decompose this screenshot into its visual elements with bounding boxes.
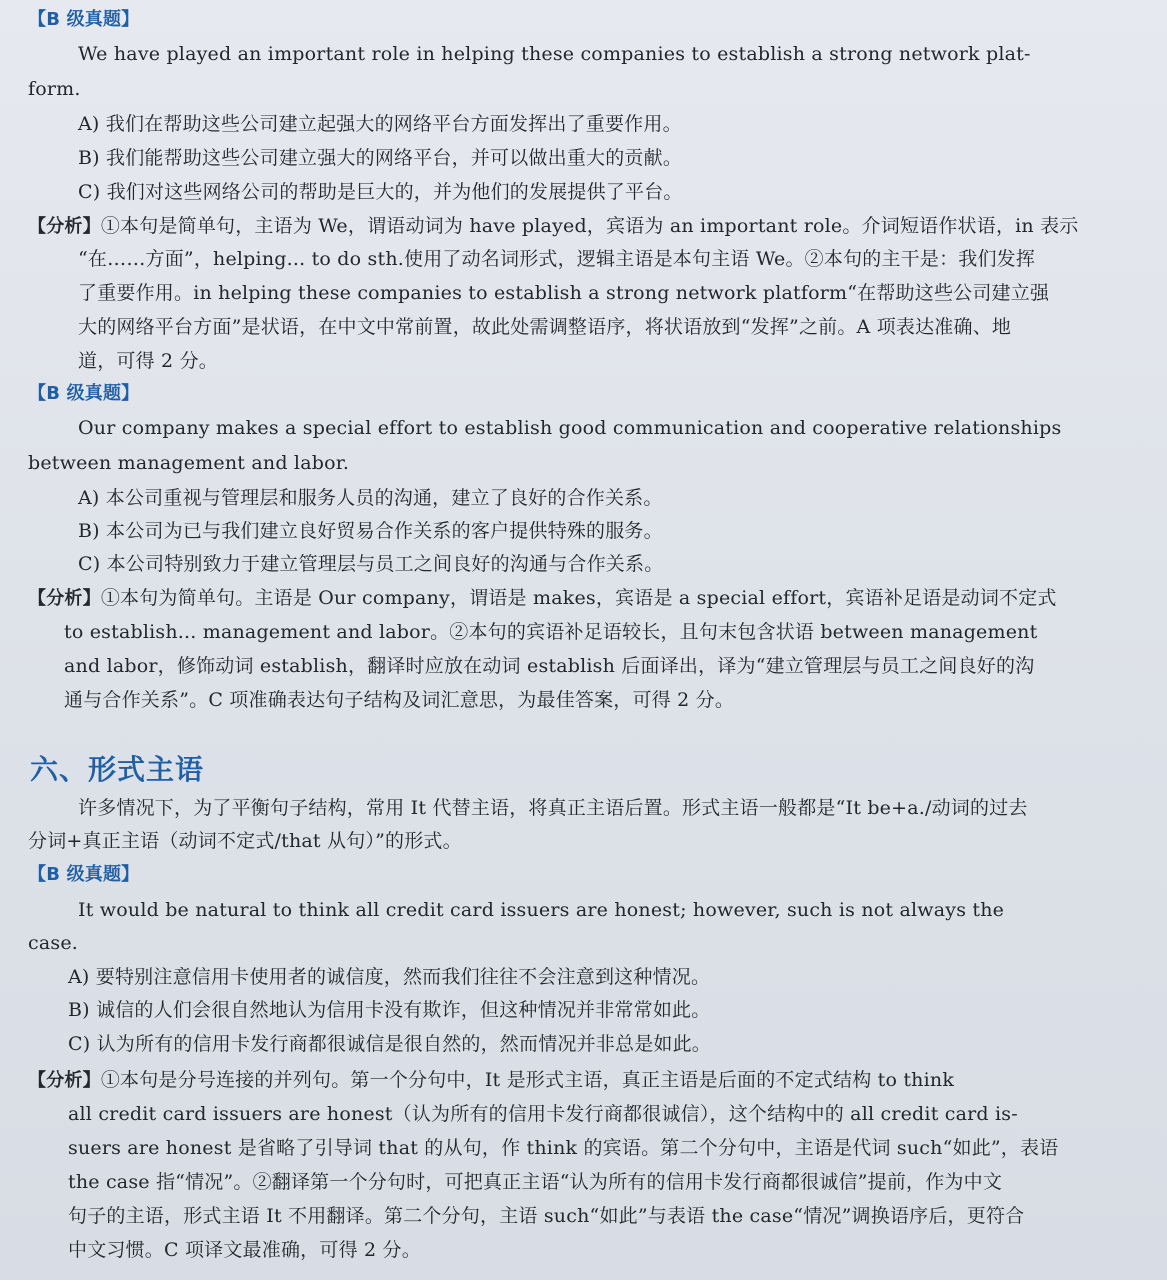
analysis-line xyxy=(28,584,1057,613)
english-sentence-line: We have played an important role in helping these companies to establish a strong network plat- xyxy=(78,43,1031,65)
analysis-line: 大的网络平台方面”是状语，在中文中常前置，故此处需调整语序，将状语放到“发挥”之前。A 项表达准确、地 xyxy=(78,316,1012,338)
english-sentence-line: between management and labor. xyxy=(28,452,350,474)
analysis-line: 通与合作关系”。C 项准确表达句子结构及词汇意思，为最佳答案，可得 2 分。 xyxy=(64,689,735,711)
section-heading: 六、形式主语 xyxy=(30,753,205,786)
analysis-tag: 【分析】 xyxy=(28,216,101,237)
analysis-line: the case 指“情况”。②翻译第一个分句时，可把真正主语“认为所有的信用卡发行商都很诚信”提前，作为中文 xyxy=(68,1171,1003,1193)
exam-tag: 【B 级真题】 xyxy=(28,9,140,30)
analysis-line xyxy=(28,1066,954,1095)
analysis-tag: 【分析】 xyxy=(28,1070,101,1091)
analysis-line: all credit card issuers are honest（认为所有的信用卡发行商都很诚信），这个结构中的 all credit card is- xyxy=(68,1103,1018,1125)
section-intro-line: 分词+真正主语（动词不定式/that 从句）”的形式。 xyxy=(28,830,462,852)
english-sentence-line: Our company makes a special effort to establish good communication and cooperative relationships xyxy=(78,417,1062,439)
option-a: A) 要特别注意信用卡使用者的诚信度，然而我们往往不会注意到这种情况。 xyxy=(68,966,711,988)
option-a: A) 我们在帮助这些公司建立起强大的网络平台方面发挥出了重要作用。 xyxy=(78,113,682,135)
analysis-line: “在……方面”，helping... to do sth.使用了动名词形式，逻辑主语是本句主语 We。②本句的主干是：我们发挥 xyxy=(78,248,1036,270)
analysis-line: to establish... management and labor。②本句的宾语补足语较长，且句末包含状语 between management xyxy=(64,621,1038,643)
analysis-line: 道，可得 2 分。 xyxy=(78,350,218,372)
option-b: B) 我们能帮助这些公司建立强大的网络平台，并可以做出重大的贡献。 xyxy=(78,147,683,169)
option-b: B) 本公司为已与我们建立良好贸易合作关系的客户提供特殊的服务。 xyxy=(78,520,663,542)
textbook-page xyxy=(28,0,1123,1280)
option-b: B) 诚信的人们会很自然地认为信用卡没有欺诈，但这种情况并非常常如此。 xyxy=(68,999,711,1021)
option-c: C) 我们对这些网络公司的帮助是巨大的，并为他们的发展提供了平台。 xyxy=(78,181,683,203)
analysis-text: ①本句为简单句。主语是 Our company，谓语是 makes，宾语是 a special effort，宾语补足语是动词不定式 xyxy=(100,587,1057,609)
analysis-line: 了重要作用。in helping these companies to establish a strong network platform“在帮助这些公司建立强 xyxy=(78,282,1050,304)
exam-tag: 【B 级真题】 xyxy=(28,383,140,404)
analysis-line: and labor，修饰动词 establish，翻译时应放在动词 establish 后面译出，译为“建立管理层与员工之间良好的沟 xyxy=(64,655,1035,677)
analysis-line: suers are honest 是省略了引导词 that 的从句，作 think 的宾语。第二个分句中，主语是代词 such“如此”，表语 xyxy=(68,1137,1059,1159)
english-sentence-line: form. xyxy=(28,78,81,100)
analysis-text: ①本句是简单句，主语为 We，谓语动词为 have played，宾语为 an important role。介词短语作状语，in 表示 xyxy=(100,215,1079,237)
section-intro-line: 许多情况下，为了平衡句子结构，常用 It 代替主语，将真正主语后置。形式主语一般都是“It be+a./动词的过去 xyxy=(78,797,1028,819)
exam-tag: 【B 级真题】 xyxy=(28,864,140,885)
analysis-line: 中文习惯。C 项译文最准确，可得 2 分。 xyxy=(68,1239,421,1261)
option-c: C) 本公司特别致力于建立管理层与员工之间良好的沟通与合作关系。 xyxy=(78,553,664,575)
english-sentence-line: case. xyxy=(28,932,79,954)
english-sentence-line: It would be natural to think all credit card issuers are honest; however, such is not always the xyxy=(78,899,1005,921)
analysis-text: ①本句是分号连接的并列句。第一个分句中，It 是形式主语，真正主语是后面的不定式结构 to think xyxy=(100,1069,955,1091)
analysis-tag: 【分析】 xyxy=(28,588,101,609)
option-c: C) 认为所有的信用卡发行商都很诚信是很自然的，然而情况并非总是如此。 xyxy=(68,1033,711,1055)
analysis-line xyxy=(28,212,1079,241)
analysis-line: 句子的主语，形式主语 It 不用翻译。第二个分句，主语 such“如此”与表语 the case“情况”调换语序后，更符合 xyxy=(68,1205,1025,1227)
option-a: A) 本公司重视与管理层和服务人员的沟通，建立了良好的合作关系。 xyxy=(78,487,663,509)
